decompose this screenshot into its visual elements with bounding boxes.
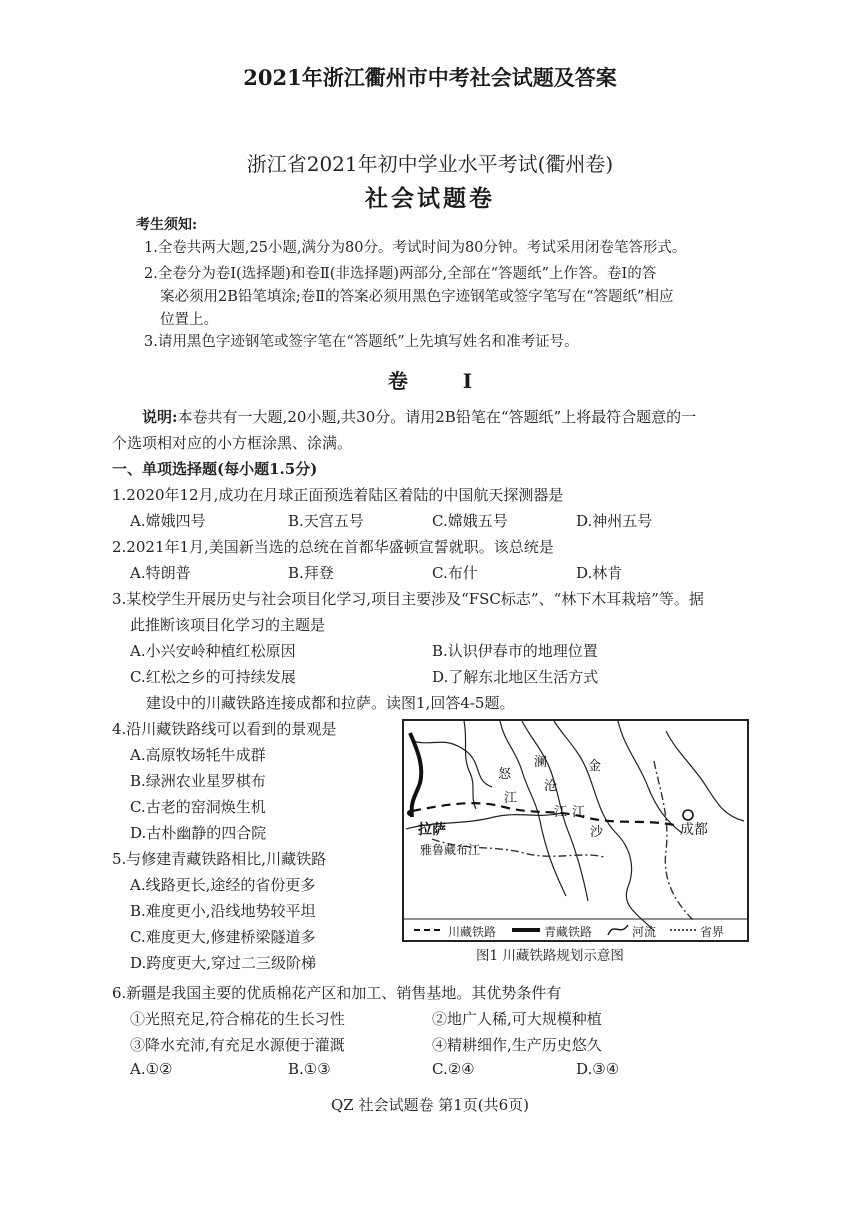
q3-option-c: C.红松之乡的可持续发展 [130, 668, 296, 686]
q2-option-a: A.特朗普 [130, 564, 191, 582]
river-line [618, 721, 682, 833]
section-note-line2: 个选项相对应的小方框涂黑、涂满。 [112, 434, 353, 452]
notice-item-2-cont: 案必须用2B铅笔填涂;卷Ⅱ的答案必须用黑色字迹钢笔或签字笔写在“答题纸”相应 [160, 289, 674, 305]
legend-border-label: 省界 [700, 925, 725, 939]
legend-qingzang-label: 青藏铁路 [544, 925, 593, 939]
q6-statement-1: ①光照充足,符合棉花的生长习性 [130, 1010, 345, 1028]
river-line [666, 731, 744, 821]
q3-option-b: B.认识伊春市的地理位置 [432, 642, 598, 660]
jinsha-river [554, 721, 654, 931]
q5-option-c: C.难度更大,修建桥梁隧道多 [130, 928, 316, 946]
label-nu-2: 江 [504, 791, 518, 806]
q2-stem: 2.2021年1月,美国新当选的总统在首都华盛顿宣誓就职。该总统是 [112, 538, 554, 556]
q5-option-b: B.难度更小,沿线地势较平坦 [130, 902, 316, 920]
label-jinsha-1: 金 [588, 759, 602, 774]
q6-statement-2: ②地广人稀,可大规模种植 [432, 1010, 602, 1028]
label-chengdu: 成都 [680, 822, 708, 838]
q3-stem-line1: 3.某校学生开展历史与社会项目化学习,项目主要涉及“FSC标志”、“林下木耳栽培”等。据 [112, 590, 704, 608]
q2-option-d: D.林肯 [576, 564, 623, 582]
paper-title: 社会试题卷 [365, 185, 495, 212]
q6-stem: 6.新疆是我国主要的优质棉花产区和加工、销售基地。其优势条件有 [112, 984, 562, 1002]
q6-option-b: B.①③ [288, 1060, 331, 1078]
qingzang-railway [410, 733, 421, 817]
label-jinsha-3: 江 [572, 805, 586, 820]
notice-item-2-cont2: 位置上。 [160, 312, 218, 328]
q1-option-c: C.嫦娥五号 [432, 512, 508, 530]
notice-item-2: 2.全卷分为卷Ⅰ(选择题)和卷Ⅱ(非选择题)两部分,全部在“答题纸”上作答。卷Ⅰ的答 [144, 266, 657, 282]
q4-option-b: B.绿洲农业星罗棋布 [130, 772, 266, 790]
label-yarlung: 雅鲁藏布江 [420, 843, 481, 857]
section-note-label: 说明: [142, 408, 178, 426]
label-lancang-1: 澜 [534, 755, 548, 770]
notice-item-1: 1.全卷共两大题,25小题,满分为80分。考试时间为80分钟。考试采用闭卷笔答形式。 [144, 240, 687, 256]
page-footer: QZ 社会试题卷 第1页(共6页) [330, 1096, 530, 1114]
q1-option-d: D.神州五号 [576, 512, 653, 530]
section-note-text: 本卷共有一大题,20小题,共30分。请用2B铅笔在“答题纸”上将最符合题意的一 [177, 408, 697, 426]
label-lancang-3: 江 [554, 805, 568, 820]
q4-option-c: C.古老的窑洞焕生机 [130, 798, 266, 816]
q6-option-d: D.③④ [576, 1060, 620, 1078]
lasa-marker [407, 810, 413, 816]
q1-option-b: B.天宫五号 [288, 512, 364, 530]
q1-option-a: A.嫦娥四号 [130, 512, 206, 530]
q1-stem: 1.2020年12月,成功在月球正面预选着陆区着陆的中国航天探测器是 [112, 486, 564, 504]
label-jinsha-2: 沙 [590, 825, 604, 840]
q6-statement-4: ④精耕细作,生产历史悠久 [432, 1036, 602, 1054]
q3-stem-line2: 此推断该项目化学习的主题是 [130, 616, 326, 634]
chuanzang-railway [412, 803, 674, 825]
q6-statement-3: ③降水充沛,有充足水源便于灌溉 [130, 1036, 345, 1054]
document-title: 2021年浙江衢州市中考社会试题及答案 [243, 65, 617, 90]
railway-map [402, 719, 749, 942]
map-caption: 图1 川藏铁路规划示意图 [476, 948, 624, 964]
legend-chuanzang-label: 川藏铁路 [448, 925, 497, 939]
label-nu-1: 怒 [498, 767, 512, 782]
notice-item-3: 3.请用黑色字迹钢笔或签字笔在“答题纸”上先填写姓名和准考证号。 [144, 334, 579, 350]
q4-5-context: 建设中的川藏铁路连接成都和拉萨。读图1,回答4-5题。 [146, 694, 515, 712]
label-lancang-2: 沧 [544, 779, 558, 794]
q3-option-d: D.了解东北地区生活方式 [432, 668, 599, 686]
river-line [412, 741, 492, 787]
province-border [654, 761, 694, 921]
part-heading: 一、单项选择题(每小题1.5分) [112, 460, 318, 478]
q4-option-a: A.高原牧场牦牛成群 [130, 746, 266, 764]
q4-option-d: D.古朴幽静的四合院 [130, 824, 267, 842]
section-note-line1 [142, 406, 696, 427]
q4-stem: 4.沿川藏铁路线可以看到的景观是 [112, 720, 337, 738]
notice-heading: 考生须知: [136, 217, 198, 233]
label-lasa: 拉萨 [418, 822, 446, 838]
q5-stem: 5.与修建青藏铁路相比,川藏铁路 [112, 850, 327, 868]
q2-option-c: C.布什 [432, 564, 478, 582]
river-line [464, 721, 476, 809]
q2-option-b: B.拜登 [288, 564, 334, 582]
q6-option-c: C.②④ [432, 1060, 475, 1078]
q5-option-a: A.线路更长,途经的省份更多 [130, 876, 316, 894]
legend-river-symbol [608, 925, 628, 935]
q3-option-a: A.小兴安岭种植红松原因 [130, 642, 296, 660]
q6-option-a: A.①② [130, 1060, 173, 1078]
q5-option-d: D.跨度更大,穿过二三级阶梯 [130, 954, 317, 972]
legend-river-label: 河流 [632, 925, 657, 939]
exam-title: 浙江省2021年初中学业水平考试(衢州卷) [246, 152, 614, 176]
section-title: 卷 Ⅰ [387, 369, 497, 393]
